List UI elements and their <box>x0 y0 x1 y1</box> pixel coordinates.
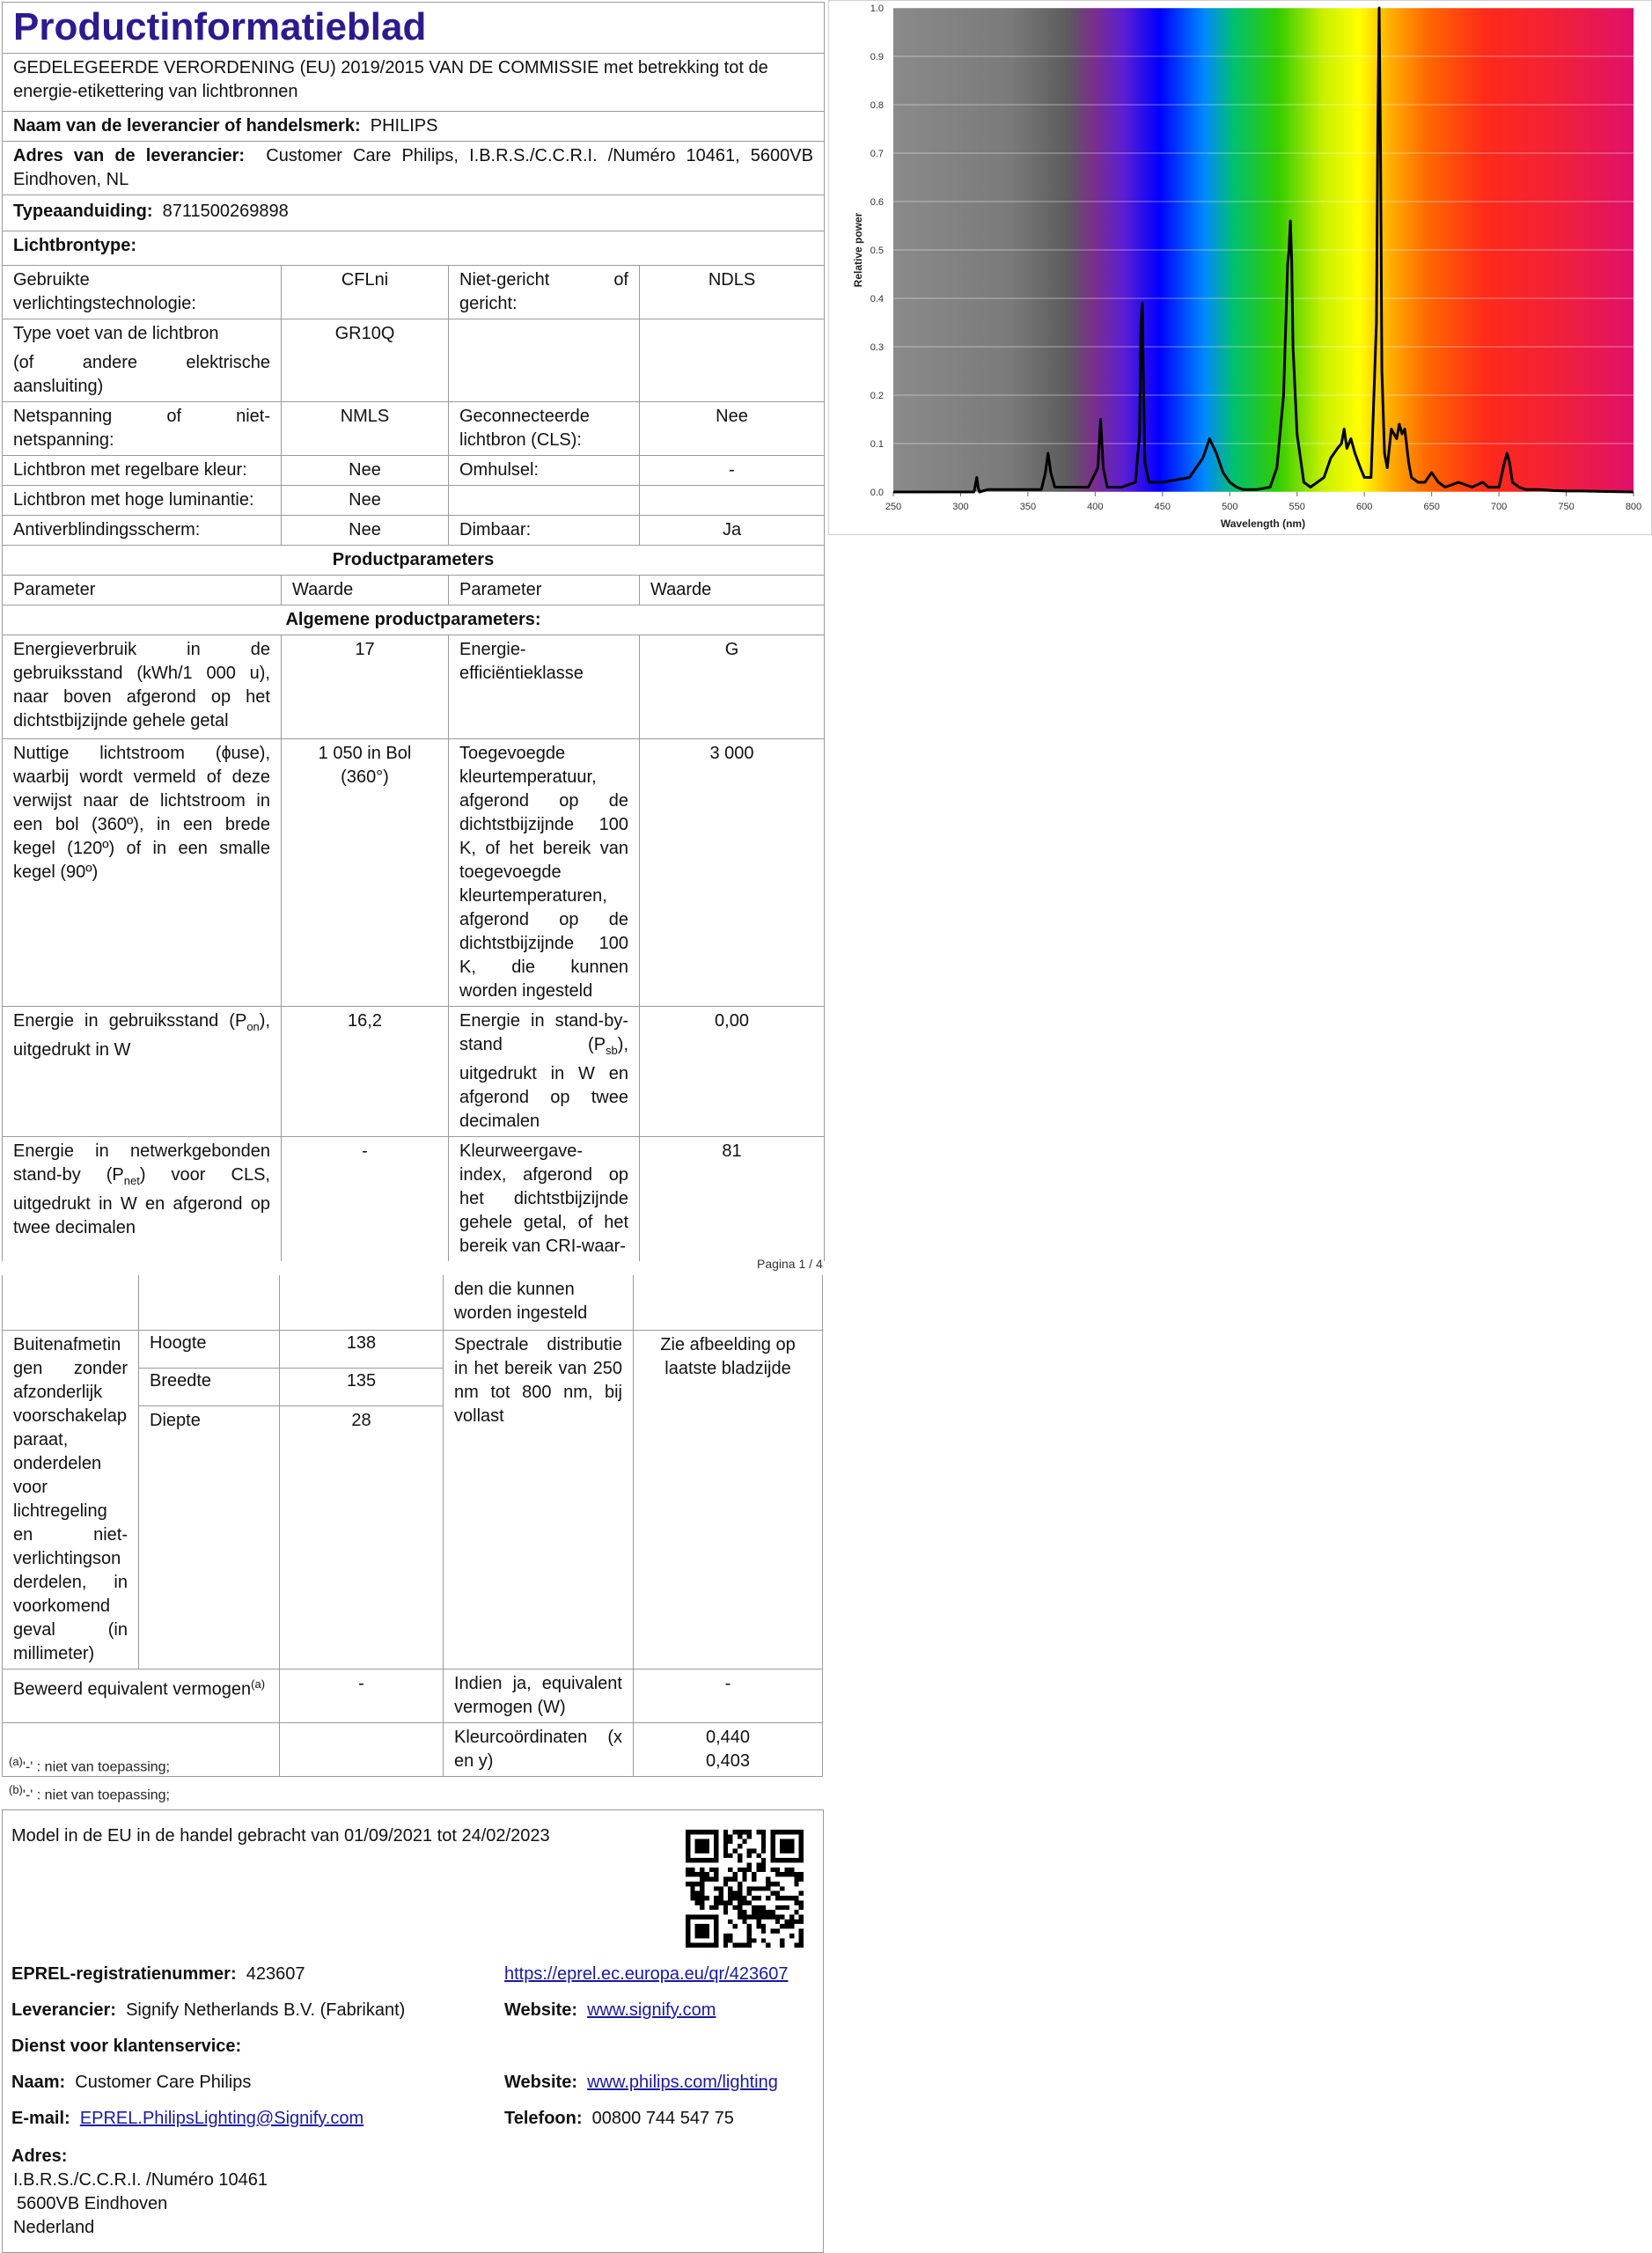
y-tick-label: 0.5 <box>870 246 884 256</box>
equiv-label-text: Beweerd equivalent vermogen <box>13 1679 252 1699</box>
psb-sub: sb <box>606 1044 618 1057</box>
type-label: Typeaanduiding: <box>13 202 153 221</box>
col-header-value: Waarde <box>282 576 449 605</box>
spectral-value: Zie afbeelding op laatste bladzijde <box>634 1331 823 1670</box>
x-tick-label: 550 <box>1289 502 1305 512</box>
lev-label: Leverancier: <box>11 2000 116 2020</box>
spectrum-chart <box>828 0 1652 535</box>
addr-line-1: I.B.R.S./C.C.R.I. /Numéro 10461 <box>13 2170 268 2190</box>
depth-value: 28 <box>280 1406 444 1670</box>
supplier-info-box <box>2 1809 824 2253</box>
page-1 <box>2 2 824 1261</box>
pon-label-text: ), uitgedrukt in W <box>13 1011 270 1060</box>
y-tick-label: 0.0 <box>870 488 884 498</box>
addr-label: Adres: <box>11 2147 68 2166</box>
highlum-label: Lichtbron met hoge luminantie: <box>3 486 282 516</box>
dimensions-table <box>2 1275 823 1777</box>
equiv2-value: - <box>634 1670 823 1723</box>
eprel-row <box>11 1964 305 1985</box>
colour-value: Nee <box>282 456 449 486</box>
depth-label: Diepte <box>139 1406 280 1670</box>
psb-label <box>449 1007 640 1137</box>
equiv-value: - <box>280 1670 444 1723</box>
spectral-label: Spectrale distributie in het bereik van 250 nm tot 800 nm, bij vollast <box>444 1331 634 1670</box>
cap-cell <box>3 319 282 402</box>
y-tick-label: 0.3 <box>870 342 884 353</box>
footnote-a-marker: (a) <box>9 1755 23 1768</box>
address-value: Customer Care Philips, I.B.R.S./C.C.R.I. /Numéro 10461, 5600VB Eindhoven, NL <box>13 146 813 189</box>
name-row <box>11 2073 251 2093</box>
energy-value: 17 <box>282 635 449 739</box>
coord-label: Kleurcoördinaten (x en y) <box>444 1723 634 1777</box>
cct-value: 3 000 <box>640 739 825 1007</box>
eprel-label: EPREL-registratienummer: <box>11 1964 237 1984</box>
empty-cell <box>139 1275 280 1331</box>
empty-cell <box>640 319 825 402</box>
model-period: Model in de EU in de handel gebracht van 01/09/2021 tot 24/02/2023 <box>11 1826 550 1846</box>
coord-y: 0,403 <box>705 1751 751 1771</box>
empty-cell <box>640 486 825 516</box>
web2-row <box>504 2073 778 2093</box>
envelope-value: - <box>640 456 825 486</box>
x-tick-label: 650 <box>1423 502 1440 512</box>
coord-x: 0,440 <box>705 1728 751 1747</box>
envelope-label: Omhulsel: <box>449 456 640 486</box>
dim-label: Dimbaar: <box>449 516 640 546</box>
x-tick-label: 600 <box>1356 502 1373 512</box>
addr-line-2: 5600VB Eindhoven <box>17 2194 168 2213</box>
email-label: E-mail: <box>11 2109 70 2128</box>
x-tick-label: 350 <box>1019 502 1037 512</box>
x-tick-label: 400 <box>1087 502 1104 512</box>
x-tick-label: 250 <box>885 502 902 512</box>
email-link[interactable]: EPREL.PhilipsLighting@Signify.com <box>79 2109 364 2128</box>
web-label: Website: <box>504 2000 577 2020</box>
footnote-a <box>9 1755 170 1775</box>
empty-cell <box>449 319 640 402</box>
width-value: 135 <box>280 1369 444 1406</box>
cct-label: Toegevoegde kleurtemperatuur, afgerond op de dichtstbijzijnde 100 K, of het bereik van toegevoegde kleurtemperaturen, afgerond op de dichtstbijzijnde 100 K, die kunnen worden ingesteld <box>449 739 640 1007</box>
flux-label: Nuttige lichtstroom (ɸuse), waarbij wordt vermeld of deze verwijst naar de lichtstroom in een bol (360º), in een brede kegel (120º) of in een smalle kegel (90º) <box>3 739 282 1007</box>
y-tick-label: 1.0 <box>870 4 884 14</box>
y-tick-label: 0.7 <box>870 149 884 159</box>
flux-value: 1 050 in Bol (360°) <box>282 739 449 1007</box>
footnote-b <box>9 1783 170 1803</box>
glare-value: Nee <box>282 516 449 546</box>
pnet-value: - <box>282 1137 449 1262</box>
regulation-text: GEDELEGEERDE VERORDENING (EU) 2019/2015 VAN DE COMMISSIE met betrekking tot de energie-etikettering van lichtbronnen <box>3 54 825 112</box>
x-tick-label: 500 <box>1222 502 1238 512</box>
philips-link[interactable]: www.philips.com/lighting <box>587 2073 778 2092</box>
address-row <box>3 142 825 195</box>
energy-label: Energieverbruik in de gebruiksstand (kWh/1 000 u), naar boven afgerond op het dichtstbijzijnde gehele getal <box>3 635 282 739</box>
page-title: Productinformatieblad <box>3 3 825 54</box>
width-label: Breedte <box>139 1369 280 1406</box>
product-info-table <box>2 2 825 1261</box>
pnet-label <box>3 1137 282 1262</box>
y-tick-label: 0.6 <box>870 197 884 208</box>
lightsource-type-label: Lichtbrontype: <box>3 231 825 266</box>
general-heading: Algemene productparameters: <box>3 605 825 635</box>
footnote-b-text: '-' : niet van toepassing; <box>22 1787 170 1803</box>
x-tick-label: 750 <box>1558 502 1575 512</box>
lev-row <box>11 2000 405 2021</box>
dims-label: Buitenafmetingen zonder afzonderlijk voorschakelapparaat, onderdelen voor lichtregeling en niet-verlichtingsonderdelen, in voorkomend geval (in millimeter) <box>3 1331 139 1670</box>
eprel-link-wrap <box>504 1964 788 1985</box>
pnet-label-text: Energie in netwerkgebonden stand-by (P <box>13 1141 270 1185</box>
y-tick-label: 0.4 <box>870 294 884 305</box>
cri-label: Kleurweergave-index, afgerond op het dichtstbijzijnde gehele getal, of het bereik van CRI-waar- <box>449 1137 640 1262</box>
cap-label: Type voet van de lichtbron <box>13 324 219 343</box>
colour-label: Lichtbron met regelbare kleur: <box>3 456 282 486</box>
equiv-sup: (a) <box>251 1677 266 1691</box>
spectrum-chart-svg <box>829 1 1651 534</box>
nondir-value: NDLS <box>640 266 825 319</box>
x-tick-labels <box>885 502 1641 512</box>
x-tick-label: 800 <box>1625 502 1642 512</box>
address-label: Adres van de leverancier: <box>13 146 246 165</box>
footnote-a-text: '-' : niet van toepassing; <box>22 1759 170 1775</box>
cap-note: (of andere elektrische aansluiting) <box>13 353 270 396</box>
cls-label: Geconnecteerde lichtbron (CLS): <box>449 402 640 456</box>
cri-label-cont: den die kunnen worden ingesteld <box>444 1275 634 1331</box>
web1-row <box>504 2000 716 2021</box>
x-tick-label: 700 <box>1490 502 1508 512</box>
cls-value: Nee <box>640 402 825 456</box>
height-value: 138 <box>280 1331 444 1369</box>
psb-label-text: ), uitgedrukt in W en afgerond op twee decimalen <box>459 1035 628 1131</box>
coord-value <box>634 1723 823 1777</box>
tech-value: CFLni <box>282 266 449 319</box>
footnote-b-marker: (b) <box>9 1783 23 1796</box>
empty-cell <box>449 486 640 516</box>
pon-label <box>3 1007 282 1137</box>
glare-label: Antiverblindingsscherm: <box>3 516 282 546</box>
psb-value: 0,00 <box>640 1007 825 1137</box>
email-row <box>11 2109 363 2129</box>
cap-value: GR10Q <box>282 319 449 402</box>
eclass-value: G <box>640 635 825 739</box>
supplier-label: Naam van de leverancier of handelsmerk: <box>13 116 361 136</box>
mains-value: NMLS <box>282 402 449 456</box>
height-label: Hoogte <box>139 1331 280 1369</box>
pnet-label-text: ) voor CLS, uitgedrukt in W en afgerond op twee decimalen <box>13 1165 270 1237</box>
supplier-value: PHILIPS <box>370 116 438 136</box>
pon-value: 16,2 <box>282 1007 449 1137</box>
productparams-heading: Productparameters <box>3 546 825 576</box>
y-tick-label: 0.1 <box>870 439 884 450</box>
web-label: Website: <box>504 2073 577 2092</box>
equiv2-label: Indien ja, equivalent vermogen (W) <box>444 1670 634 1723</box>
type-row <box>3 195 825 231</box>
equiv-label <box>3 1670 280 1723</box>
pon-sub: on <box>246 1020 260 1033</box>
eprel-link[interactable]: https://eprel.ec.europa.eu/qr/423607 <box>504 1964 789 1984</box>
empty-cell <box>634 1275 823 1331</box>
y-tick-label: 0.9 <box>870 52 884 62</box>
x-axis-label: Wavelength (nm) <box>1220 517 1306 530</box>
empty-cell <box>280 1275 444 1331</box>
dim-value: Ja <box>640 516 825 546</box>
eclass-label: Energie-efficiëntieklasse <box>449 635 640 739</box>
signify-link[interactable]: www.signify.com <box>587 2000 716 2020</box>
col-header-parameter: Parameter <box>449 576 640 605</box>
qr-code-icon[interactable] <box>686 1830 804 1948</box>
eprel-value: 423607 <box>246 1964 305 1984</box>
name-label: Naam: <box>11 2073 66 2092</box>
page-2 <box>2 1275 824 1777</box>
name-value: Customer Care Philips <box>75 2073 252 2092</box>
tech-label: Gebruikte verlichtingstechnologie: <box>3 266 282 319</box>
col-header-value: Waarde <box>640 576 825 605</box>
page-number: Pagina 1 / 4 <box>757 1257 823 1271</box>
cri-value: 81 <box>640 1137 825 1262</box>
pon-label-text: Energie in gebruiksstand (P <box>13 1011 247 1031</box>
y-axis-label: Relative power <box>852 212 864 288</box>
lev-value: Signify Netherlands B.V. (Fabrikant) <box>126 2000 406 2020</box>
tel-label: Telefoon: <box>504 2109 583 2128</box>
highlum-value: Nee <box>282 486 449 516</box>
pnet-sub: net <box>123 1174 140 1187</box>
empty-cell <box>280 1723 444 1777</box>
empty-cell <box>3 1275 139 1331</box>
y-tick-labels <box>870 4 884 498</box>
tel-row <box>504 2109 734 2129</box>
tel-value: 00800 744 547 75 <box>591 2109 734 2128</box>
addr-line-3: Nederland <box>13 2218 95 2237</box>
supplier-row <box>3 112 825 142</box>
type-value: 8711500269898 <box>162 202 289 221</box>
x-tick-label: 450 <box>1154 502 1171 512</box>
mains-label: Netspanning of niet-netspanning: <box>3 402 282 456</box>
nondir-label: Niet-gericht of gericht: <box>449 266 640 319</box>
psb-label-text: Energie in stand-by-stand (P <box>459 1011 628 1054</box>
service-heading: Dienst voor klantenservice: <box>11 2037 242 2056</box>
y-tick-label: 0.8 <box>870 100 884 111</box>
x-tick-label: 300 <box>952 502 969 512</box>
col-header-parameter: Parameter <box>3 576 282 605</box>
y-tick-label: 0.2 <box>870 391 884 401</box>
